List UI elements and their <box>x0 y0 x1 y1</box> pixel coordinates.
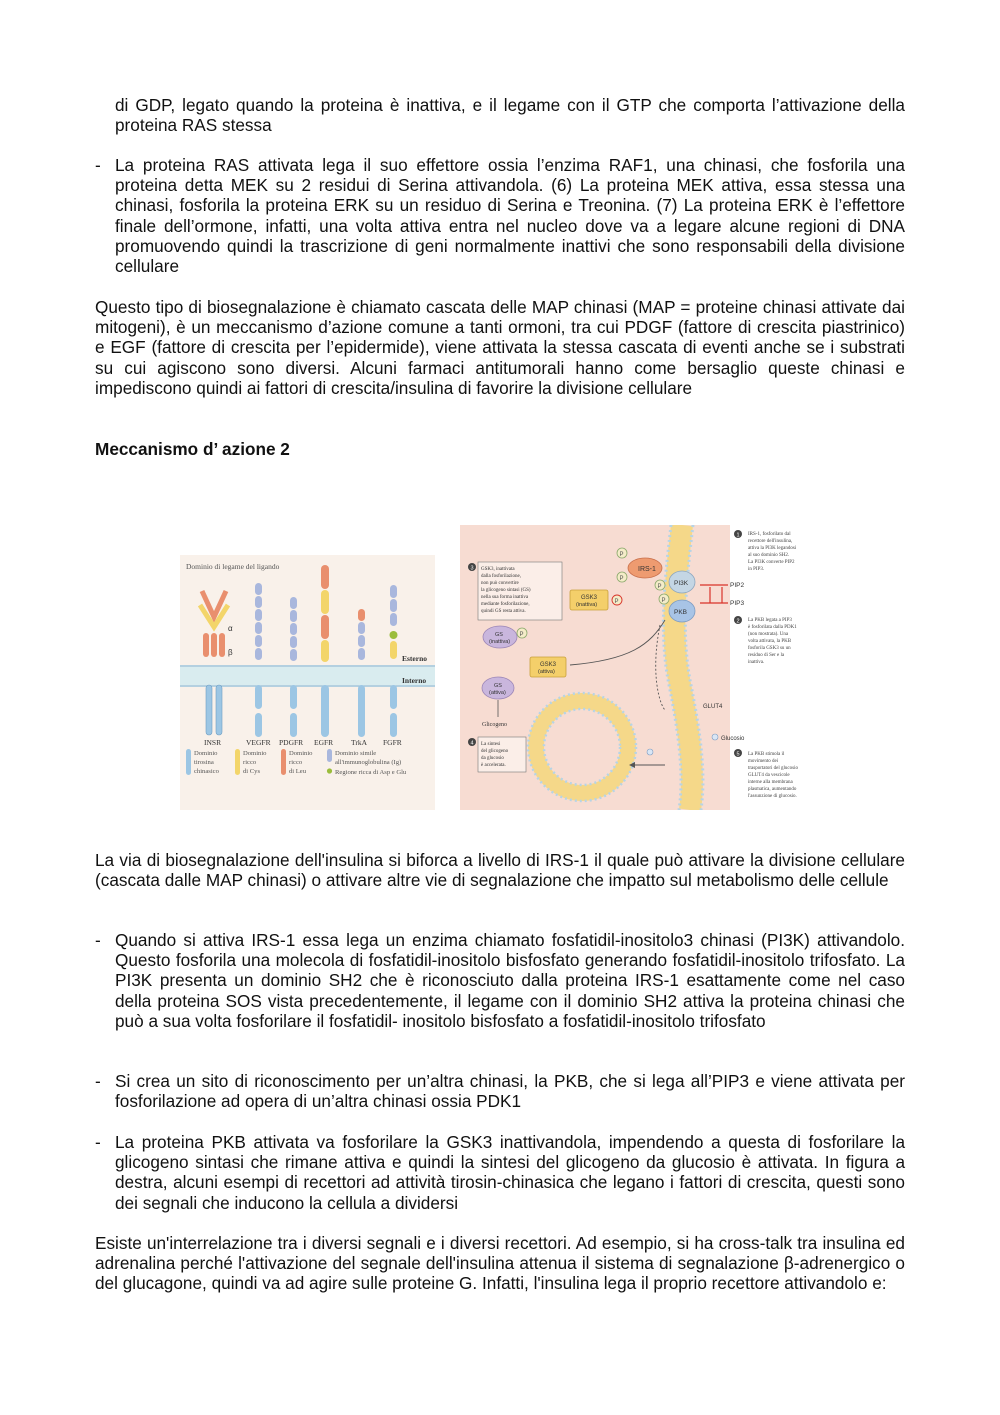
svg-text:La PKB legata a PIP3: La PKB legata a PIP3 <box>748 618 792 623</box>
paragraph-cross-talk: Esiste un'interrelazione tra i diversi segnali e i diversi recettori. Ad esempio, si ha cross-talk tra insulina ed adrenalina perché l'attivazione del segnale dell'insulina attenua il sistema di segnalazione β-adrenergico o del glucagone, quindi va ad agire sulle proteine G. Infatti, l'insulina lega il proprio recettore attivandolo e: <box>95 1233 905 1294</box>
bullet-marker: - <box>95 1071 101 1091</box>
svg-text:Dominio: Dominio <box>289 750 313 757</box>
pip2-label: PIP2 <box>730 582 745 589</box>
bullet-text-gsk3: La proteina PKB attivata va fosforilare la GSK3 inattivandola, impendendo a questa di fosforilare la glicogeno sintasi che rimane attiva e quindi la sintesi del glicogeno da glucosio è attivata. In figura a destra, alcuni esempi di recettori ad attività tirosin-chinasica che legano i fattori di crescita, questi sono dei segnali che inducono la cellula a dividersi <box>115 1132 905 1213</box>
svg-text:P: P <box>619 576 624 582</box>
svg-text:tirosina: tirosina <box>194 759 214 766</box>
svg-text:del glicogeno: del glicogeno <box>481 749 509 754</box>
bullet-marker: - <box>95 930 101 950</box>
svg-text:di Leu: di Leu <box>289 768 307 775</box>
svg-text:(inattiva): (inattiva) <box>576 602 598 608</box>
svg-text:è accelerata.: è accelerata. <box>481 763 506 768</box>
alpha-label: α <box>228 624 233 633</box>
svg-text:interne alla membrana: interne alla membrana <box>748 780 793 785</box>
svg-text:(inattiva): (inattiva) <box>489 639 511 645</box>
svg-text:chinasico: chinasico <box>194 768 219 775</box>
bullet-marker: - <box>95 1132 101 1152</box>
svg-text:l'assunzione di glucosio.: l'assunzione di glucosio. <box>748 794 797 799</box>
glut4-label: GLUT4 <box>703 704 723 710</box>
section-heading: Meccanismo d’ azione 2 <box>95 439 290 459</box>
svg-text:Dominio: Dominio <box>243 750 267 757</box>
paragraph-continuation: di GDP, legato quando la proteina è inattiva, e il legame con il GTP che comporta l’attivazione della proteina RAS stessa <box>115 95 905 136</box>
svg-text:La sintesi: La sintesi <box>481 742 501 747</box>
svg-text:quindi GS resta attiva.: quindi GS resta attiva. <box>481 609 526 614</box>
svg-text:dalla fosforilazione,: dalla fosforilazione, <box>481 574 521 579</box>
svg-text:trasportatori del glucosio: trasportatori del glucosio <box>748 766 798 771</box>
bullet-text-pkb: Si crea un sito di riconoscimento per un’altra chinasi, la PKB, che si lega all’PIP3 e viene attivata per fosforilazione ad opera di un’altra chinasi ossia PDK1 <box>115 1071 905 1112</box>
bullet-marker: - <box>95 155 101 175</box>
svg-text:in PIP3.: in PIP3. <box>748 567 765 572</box>
paragraph-irs1-bifurcation: La via di biosegnalazione dell'insulina si biforca a livello di IRS-1 il quale può attivare la divisione cellulare (cascata dalle MAP chinasi) o attivare altre vie di segnalazione che impatto sul metabolismo delle cellule <box>95 850 905 891</box>
svg-text:IRS-1, fosforilato dal: IRS-1, fosforilato dal <box>748 532 791 537</box>
label-fgfr: FGFR <box>383 738 402 747</box>
svg-text:la glicogeno sintasi (GS): la glicogeno sintasi (GS) <box>481 588 531 593</box>
svg-text:La PKB stimola il: La PKB stimola il <box>748 752 785 757</box>
svg-text:volta attivata, la PKB: volta attivata, la PKB <box>748 639 792 644</box>
svg-text:GSK3, inattivata: GSK3, inattivata <box>481 567 515 572</box>
svg-text:di Cys: di Cys <box>243 768 261 775</box>
svg-text:P: P <box>614 599 619 605</box>
insulin-pathway-figure <box>460 525 830 810</box>
membrane-band <box>180 665 435 687</box>
svg-text:(attiva): (attiva) <box>489 690 506 696</box>
svg-text:Dominio simile: Dominio simile <box>335 750 377 757</box>
label-insr: INSR <box>204 738 222 747</box>
svg-text:è fosforilata dalla PDK1: è fosforilata dalla PDK1 <box>748 625 797 630</box>
svg-text:GLUT4 da vescicole: GLUT4 da vescicole <box>748 773 790 778</box>
figure-title: Dominio di legame del ligando <box>186 562 280 571</box>
svg-text:IRS-1: IRS-1 <box>638 566 656 573</box>
svg-text:recettore dell'insulina,: recettore dell'insulina, <box>748 539 793 544</box>
label-egfr: EGFR <box>314 738 334 747</box>
svg-text:da glucosio: da glucosio <box>481 756 504 761</box>
svg-text:P: P <box>519 632 524 638</box>
label-esterno: Esterno <box>402 654 427 663</box>
label-vegfr: VEGFR <box>246 738 271 747</box>
svg-text:P: P <box>619 552 624 558</box>
svg-text:2: 2 <box>736 618 740 625</box>
svg-text:GSK3: GSK3 <box>581 595 598 601</box>
svg-text:3: 3 <box>470 565 474 572</box>
svg-text:4: 4 <box>470 740 474 747</box>
svg-text:GS: GS <box>494 683 502 689</box>
svg-text:5: 5 <box>736 751 740 758</box>
svg-text:La PI3K converte PIP2: La PI3K converte PIP2 <box>748 560 795 565</box>
svg-text:GS: GS <box>495 632 503 638</box>
svg-text:attiva la PI3K legandosi: attiva la PI3K legandosi <box>748 546 797 551</box>
svg-text:Dominio: Dominio <box>194 750 218 757</box>
svg-text:Regione ricca di Asp e Glu: Regione ricca di Asp e Glu <box>335 769 407 776</box>
svg-text:ricco: ricco <box>243 759 257 766</box>
svg-text:residuo di Ser e la: residuo di Ser e la <box>748 653 785 658</box>
svg-text:1: 1 <box>736 532 740 539</box>
svg-text:mediante fosforilazione,: mediante fosforilazione, <box>481 602 530 607</box>
svg-text:non può convertire: non può convertire <box>481 581 519 586</box>
svg-text:ricco: ricco <box>289 759 303 766</box>
svg-text:(non mostrata). Una: (non mostrata). Una <box>748 632 789 637</box>
svg-text:(attiva): (attiva) <box>538 669 555 675</box>
svg-text:al suo dominio SH2.: al suo dominio SH2. <box>748 553 790 558</box>
svg-text:P: P <box>661 598 666 604</box>
bullet-text-pi3k: Quando si attiva IRS-1 essa lega un enzima chiamato fosfatidil-inositolo3 chinasi (PI3K) attivandolo. Questo fosforila una molecola di fosfatidil-inositolo bisfosfato generando fosfatidil-inositolo trifosfato. La PI3K presenta un dominio SH2 che è riconosciuto dalla proteina IRS-1 esattamente come nel caso della proteina SOS vista precedentemente, il legame con il dominio SH2 attiva la proteina chinasi che può a sua volta fosforilare il fosfatidil- inositolo bisfosfato a fosfatidil-inositolo trifosfato <box>115 930 905 1031</box>
svg-text:inattiva.: inattiva. <box>748 660 765 665</box>
svg-text:P: P <box>657 584 662 590</box>
svg-text:all'immunoglobulina (Ig): all'immunoglobulina (Ig) <box>335 759 402 766</box>
label-trka: TrkA <box>351 738 367 747</box>
svg-text:nella sua forma inattiva: nella sua forma inattiva <box>481 595 529 600</box>
label-interno: Interno <box>402 676 427 685</box>
svg-text:PI3K: PI3K <box>674 580 689 587</box>
pip3-label: PIP3 <box>730 600 745 607</box>
glucosio-label: Glucosio <box>721 736 745 742</box>
svg-text:plasmatica, aumentando: plasmatica, aumentando <box>748 787 797 792</box>
bullet-text-ras: La proteina RAS attivata lega il suo effettore ossia l’enzima RAF1, una chinasi, che fosforila una proteina detta MEK su 2 residui di Serina attivandola. (6) La proteina MEK attiva, essa stessa una chinasi, fosforila la proteina ERK su un residuo di Serina e Treonina. (7) La proteina ERK è l’effettore finale dell’ormone, infatti, una volta attiva entra nel nucleo dove va a legare alcune regioni di DNA promuovendo quindi la trascrizione di geni normalmente inattivi che sono responsabili della divisione cellulare <box>115 155 905 277</box>
paragraph-map-kinase: Questo tipo di biosegnalazione è chiamato cascata delle MAP chinasi (MAP = proteine chinasi attivate dai mitogeni), è un meccanismo d’azione comune a tanti ormoni, tra cui PDGF (fattore di crescita piastrinico) e EGF (fattore di crescita per l’epidermide), viene attivata la stessa cascata di eventi anche se i substrati su cui agiscono sono diversi. Alcuni farmaci antitumorali hanno come bersaglio queste chinasi e impediscono quindi ai fattori di crescita/insulina di favorire la divisione cellulare <box>95 297 905 398</box>
beta-label: β <box>228 648 233 657</box>
svg-text:movimento dei: movimento dei <box>748 759 779 764</box>
svg-text:PKB: PKB <box>674 609 688 616</box>
glicogeno-label: Glicogeno <box>482 722 507 728</box>
receptor-figure <box>180 555 435 810</box>
svg-text:GSK3: GSK3 <box>540 662 557 668</box>
label-pdgfr: PDGFR <box>279 738 304 747</box>
svg-text:fosforila GSK3 su un: fosforila GSK3 su un <box>748 646 791 651</box>
